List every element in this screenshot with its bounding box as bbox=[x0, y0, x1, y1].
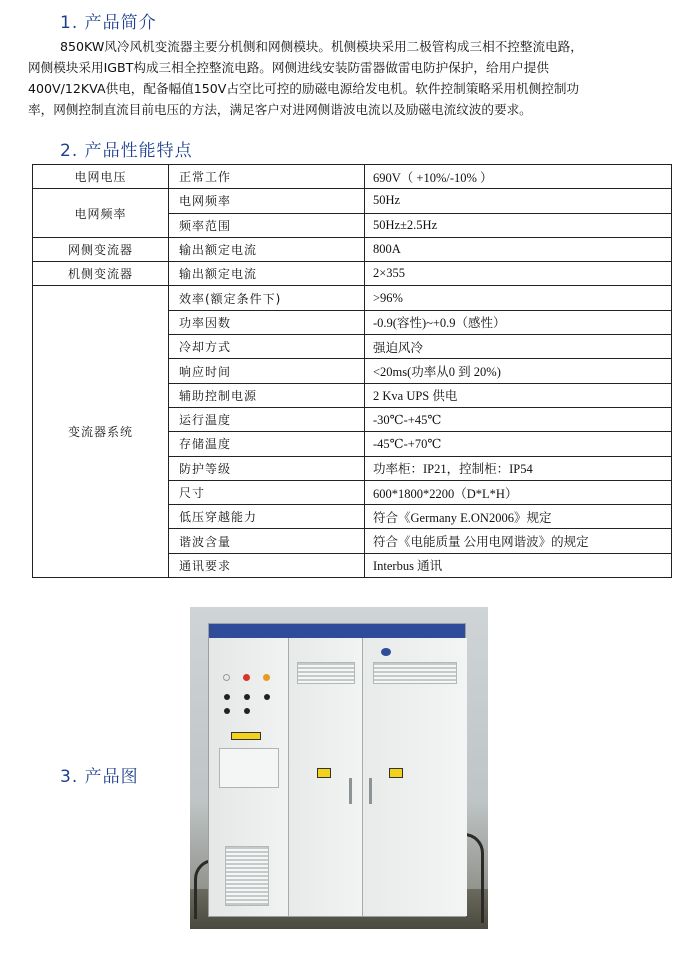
param-cell: 电网频率 bbox=[169, 189, 365, 213]
section-title-features: 2. 产品性能特点 bbox=[60, 141, 193, 161]
category-cell: 机侧变流器 bbox=[33, 262, 169, 286]
product-photo bbox=[190, 607, 488, 929]
value-cell: 600*1800*2200（D*L*H） bbox=[365, 480, 672, 504]
table-row bbox=[33, 237, 672, 261]
intro-line: 850KW风冷风机变流器主要分机侧和网侧模块。机侧模块采用二极管构成三相不控整流电路， bbox=[60, 39, 583, 54]
switch-knob-icon bbox=[224, 708, 230, 714]
category-cell: 电网频率 bbox=[33, 189, 169, 238]
category-cell: 网侧变流器 bbox=[33, 237, 169, 261]
value-cell: >96% bbox=[365, 286, 672, 310]
value-cell: Interbus 通讯 bbox=[365, 553, 672, 577]
param-cell: 冷却方式 bbox=[169, 335, 365, 359]
spec-table bbox=[32, 164, 672, 578]
section-title-picture: 3. 产品图 bbox=[60, 767, 139, 787]
category-cell: 电网电压 bbox=[33, 165, 169, 189]
switch-knob-icon bbox=[264, 694, 270, 700]
param-cell: 低压穿越能力 bbox=[169, 505, 365, 529]
value-cell: 功率柜：IP21，控制柜：IP54 bbox=[365, 456, 672, 480]
value-cell: 2 Kva UPS 供电 bbox=[365, 383, 672, 407]
value-cell: -30℃-+45℃ bbox=[365, 407, 672, 431]
indicator-lamp-icon bbox=[243, 674, 250, 681]
switch-knob-icon bbox=[224, 694, 230, 700]
table-row bbox=[33, 189, 672, 213]
value-cell: -45℃-+70℃ bbox=[365, 432, 672, 456]
intro-paragraph bbox=[28, 36, 678, 120]
cabinet-door-left bbox=[209, 638, 289, 916]
table-row bbox=[33, 165, 672, 189]
document-pocket bbox=[219, 748, 279, 788]
value-cell: -0.9(容性)~+0.9（感性） bbox=[365, 310, 672, 334]
param-cell: 输出额定电流 bbox=[169, 237, 365, 261]
door-handle-icon bbox=[349, 778, 352, 804]
intro-line: 400V/12KVA供电，配备幅值150V占空比可控的励磁电源给发电机。软件控制策略采用机侧控制功 bbox=[28, 81, 580, 96]
param-cell: 运行温度 bbox=[169, 407, 365, 431]
table-row bbox=[33, 262, 672, 286]
param-cell: 正常工作 bbox=[169, 165, 365, 189]
intro-line: 网侧模块采用IGBT构成三相全控整流电路。网侧进线安装防雷器做雷电防护保护，给用户提供 bbox=[28, 60, 549, 75]
switch-knob-icon bbox=[244, 694, 250, 700]
vent-grille bbox=[297, 662, 355, 684]
warning-label-icon bbox=[317, 768, 331, 778]
param-cell: 功率因数 bbox=[169, 310, 365, 334]
value-cell: 符合《Germany E.ON2006》规定 bbox=[365, 505, 672, 529]
cabinet-door-right bbox=[363, 638, 467, 916]
converter-cabinet bbox=[208, 623, 466, 917]
indicator-lamp-icon bbox=[263, 674, 270, 681]
brand-logo-icon bbox=[381, 648, 391, 656]
value-cell: 强迫风冷 bbox=[365, 335, 672, 359]
param-cell: 辅助控制电源 bbox=[169, 383, 365, 407]
warning-label-icon bbox=[389, 768, 403, 778]
cabinet-door-middle bbox=[289, 638, 363, 916]
value-cell: 50Hz±2.5Hz bbox=[365, 213, 672, 237]
value-cell: 800A bbox=[365, 237, 672, 261]
param-cell: 通讯要求 bbox=[169, 553, 365, 577]
vent-grille bbox=[373, 662, 457, 684]
value-cell: 690V（ +10%/-10% ） bbox=[365, 165, 672, 189]
door-handle-icon bbox=[369, 778, 372, 804]
switch-knob-icon bbox=[244, 708, 250, 714]
param-cell: 频率范围 bbox=[169, 213, 365, 237]
value-cell: <20ms(功率从0 到 20%) bbox=[365, 359, 672, 383]
param-cell: 谐波含量 bbox=[169, 529, 365, 553]
value-cell: 2×355 bbox=[365, 262, 672, 286]
param-cell: 输出额定电流 bbox=[169, 262, 365, 286]
param-cell: 存储温度 bbox=[169, 432, 365, 456]
value-cell: 50Hz bbox=[365, 189, 672, 213]
param-cell: 响应时间 bbox=[169, 359, 365, 383]
category-cell: 变流器系统 bbox=[33, 286, 169, 578]
indicator-lamp-icon bbox=[223, 674, 230, 681]
param-cell: 防护等级 bbox=[169, 456, 365, 480]
warning-label-icon bbox=[231, 732, 261, 740]
param-cell: 效率(额定条件下) bbox=[169, 286, 365, 310]
intro-line: 率，网侧控制直流目前电压的方法，满足客户对进网侧谐波电流以及励磁电流纹波的要求。 bbox=[28, 102, 532, 117]
table-row bbox=[33, 286, 672, 310]
param-cell: 尺寸 bbox=[169, 480, 365, 504]
vent-grille bbox=[225, 846, 269, 906]
section-title-intro: 1. 产品简介 bbox=[60, 13, 157, 33]
value-cell: 符合《电能质量 公用电网谐波》的规定 bbox=[365, 529, 672, 553]
cabinet-top-band bbox=[209, 624, 465, 638]
